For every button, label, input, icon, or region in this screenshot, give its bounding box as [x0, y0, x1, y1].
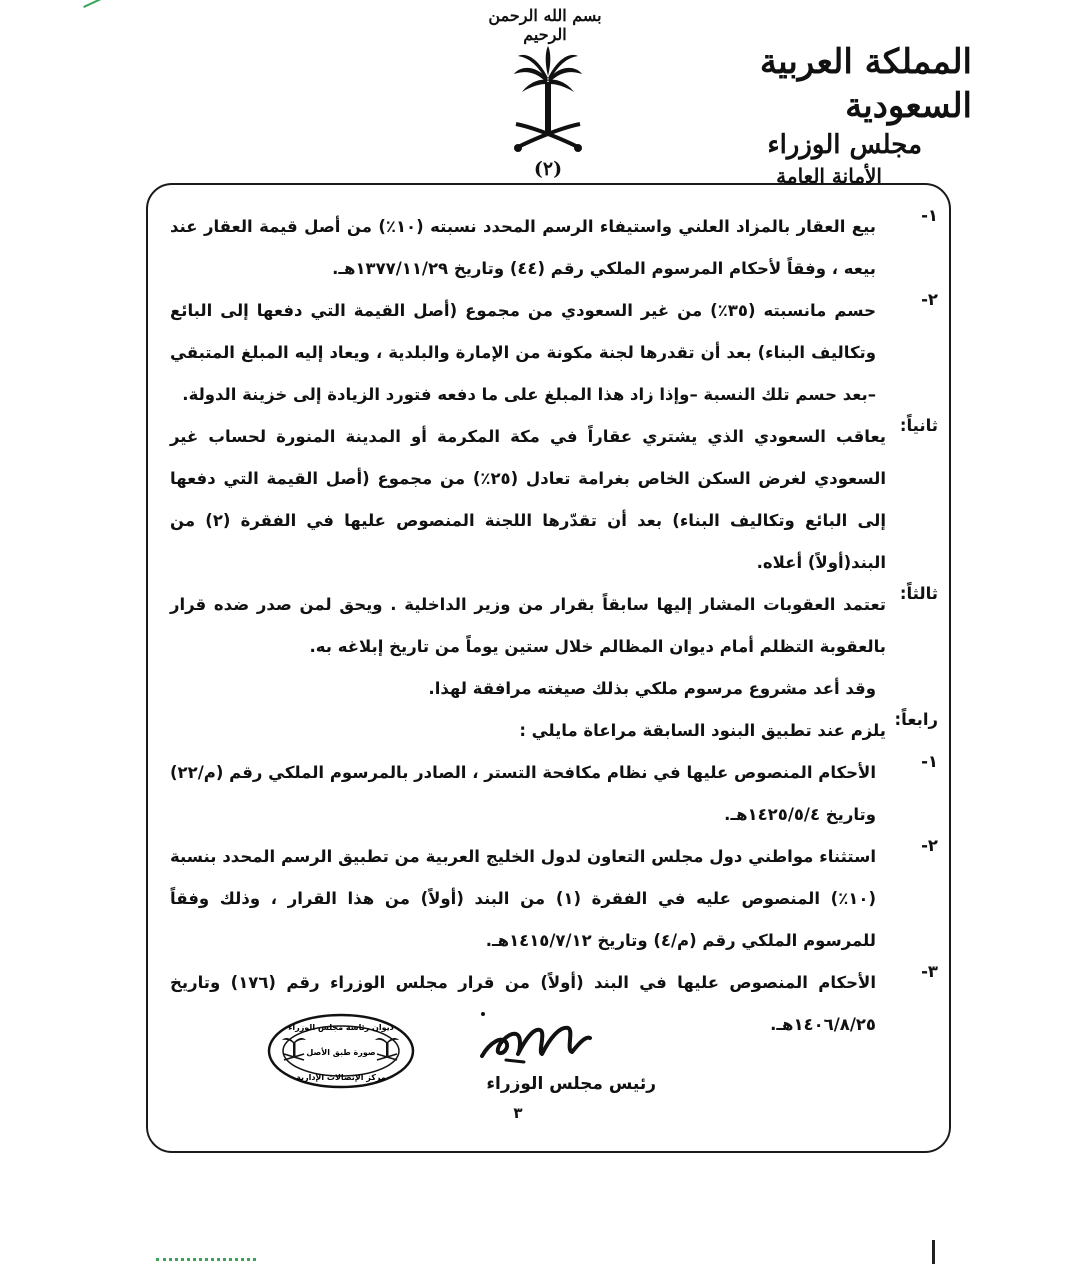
handwritten-signature: [476, 1012, 596, 1072]
letterhead-secretariat: الأمانة العامة: [776, 164, 882, 188]
requirement-item-1: [170, 752, 938, 836]
page-number: (٢): [533, 158, 563, 180]
requirement-item-2: [170, 836, 938, 962]
clause-number: ٢-: [921, 290, 938, 309]
clause-text: تعتمد العقوبات المشار إليها سابقاً بقرار من وزير الداخلية . ويحق لمن صدر ضده قرار بالعقوبة التظلم أمام ديوان المظالم خلال ستين يوماً من تاريخ إبلاغه به.: [170, 595, 886, 656]
clause-text: الأحكام المنصوص عليها في نظام مكافحة التستر ، الصادر بالمرسوم الملكي رقم (م/٢٢) وتاريخ ١٤٢٥/٥/٤هـ.: [170, 763, 876, 824]
clause-number: ١-: [921, 206, 938, 225]
letterhead-country: المملكة العربية السعودية: [759, 42, 972, 126]
clause-number: ٢-: [921, 836, 938, 855]
clause-third: [170, 584, 938, 668]
clause-text: يلزم عند تطبيق البنود السابقة مراعاة مايلي :: [519, 721, 886, 740]
clause-number: ١-: [921, 752, 938, 771]
stamp-text-top: ديوان رئاسة مجلس الوزراء: [288, 1023, 394, 1032]
clause-text: بيع العقار بالمزاد العلني واستيفاء الرسم المحدد نسبته (١٠٪) من أصل قيمة العقار عند بيعه ، وفقاً لأحكام المرسوم الملكي رقم (٤٤) وتاريخ ١٣٧٧/١١/٢٩هـ.: [170, 217, 876, 278]
signer-title: رئيس مجلس الوزراء: [486, 1074, 656, 1094]
clause-second: [170, 416, 938, 584]
clause-fourth: [170, 710, 938, 752]
clause-item-2: [170, 290, 938, 416]
footer-edge-mark: [932, 1240, 935, 1264]
letterhead: [642, 40, 972, 190]
stamp-text-middle: صورة طبق الأصل: [306, 1048, 376, 1057]
stamp-text-bottom: مركز الإتصالات الإدارية: [296, 1073, 386, 1082]
letterhead-council: مجلس الوزراء: [767, 130, 922, 160]
page-mark: ٣: [513, 1104, 523, 1122]
clause-number: ٣-: [921, 962, 938, 981]
clause-text: الأحكام المنصوص عليها في البند (أولاً) من قرار مجلس الوزراء رقم (١٧٦) وتاريخ ١٤٠٦/٨/٢٥هـ.: [170, 973, 876, 1034]
clause-item-1: [170, 206, 938, 290]
footer-dotted-line: [156, 1258, 256, 1261]
document-body: [170, 206, 938, 1046]
clause-label: ثالثاً:: [899, 584, 938, 603]
clause-text: يعاقب السعودي الذي يشتري عقاراً في مكة المكرمة أو المدينة المنورة لحساب غير السعودي لغرض السكن الخاص بغرامة تعادل (٢٥٪) من مجموع (أصل القيمة التي دفعها إلى البائع وتكاليف البناء) بعد أن تقدّرها اللجنة المنصوص عليها في الفقرة (٢) من البند(أولاً) أعلاه.: [170, 427, 887, 572]
clause-text: حسم مانسبته (٣٥٪) من غير السعودي من مجموع (أصل القيمة التي دفعها إلى البائع وتكاليف البناء) بعد أن تقدرها لجنة مكونة من الإمارة والبلدية ، ويعاد إليه المبلغ المتبقي –بعد حسم تلك النسبة –وإذا زاد هذا المبلغ على ما دفعه فتورد الزيادة إلى خزينة الدولة.: [170, 301, 876, 404]
clause-note: وقد أعد مشروع مرسوم ملكي بذلك صيغته مرافقة لهذا.: [428, 679, 876, 698]
saudi-emblem-icon: [508, 44, 588, 164]
clause-label: ثانياً:: [899, 416, 938, 435]
clause-text: استثناء مواطني دول مجلس التعاون لدول الخليج العربية من تطبيق الرسم المحدد بنسبة (١٠٪) المنصوص عليه في الفقرة (١) من البند (أولاً) من هذا القرار ، وذلك وفقاً للمرسوم الملكي رقم (م/٤) وتاريخ ١٤١٥/٧/١٢هـ.: [170, 847, 876, 950]
basmala: بسم الله الرحمن الرحيم: [488, 6, 602, 44]
official-stamp: [266, 1012, 416, 1090]
clause-label: رابعاً:: [894, 710, 938, 729]
corner-green-mark: [81, 0, 104, 8]
